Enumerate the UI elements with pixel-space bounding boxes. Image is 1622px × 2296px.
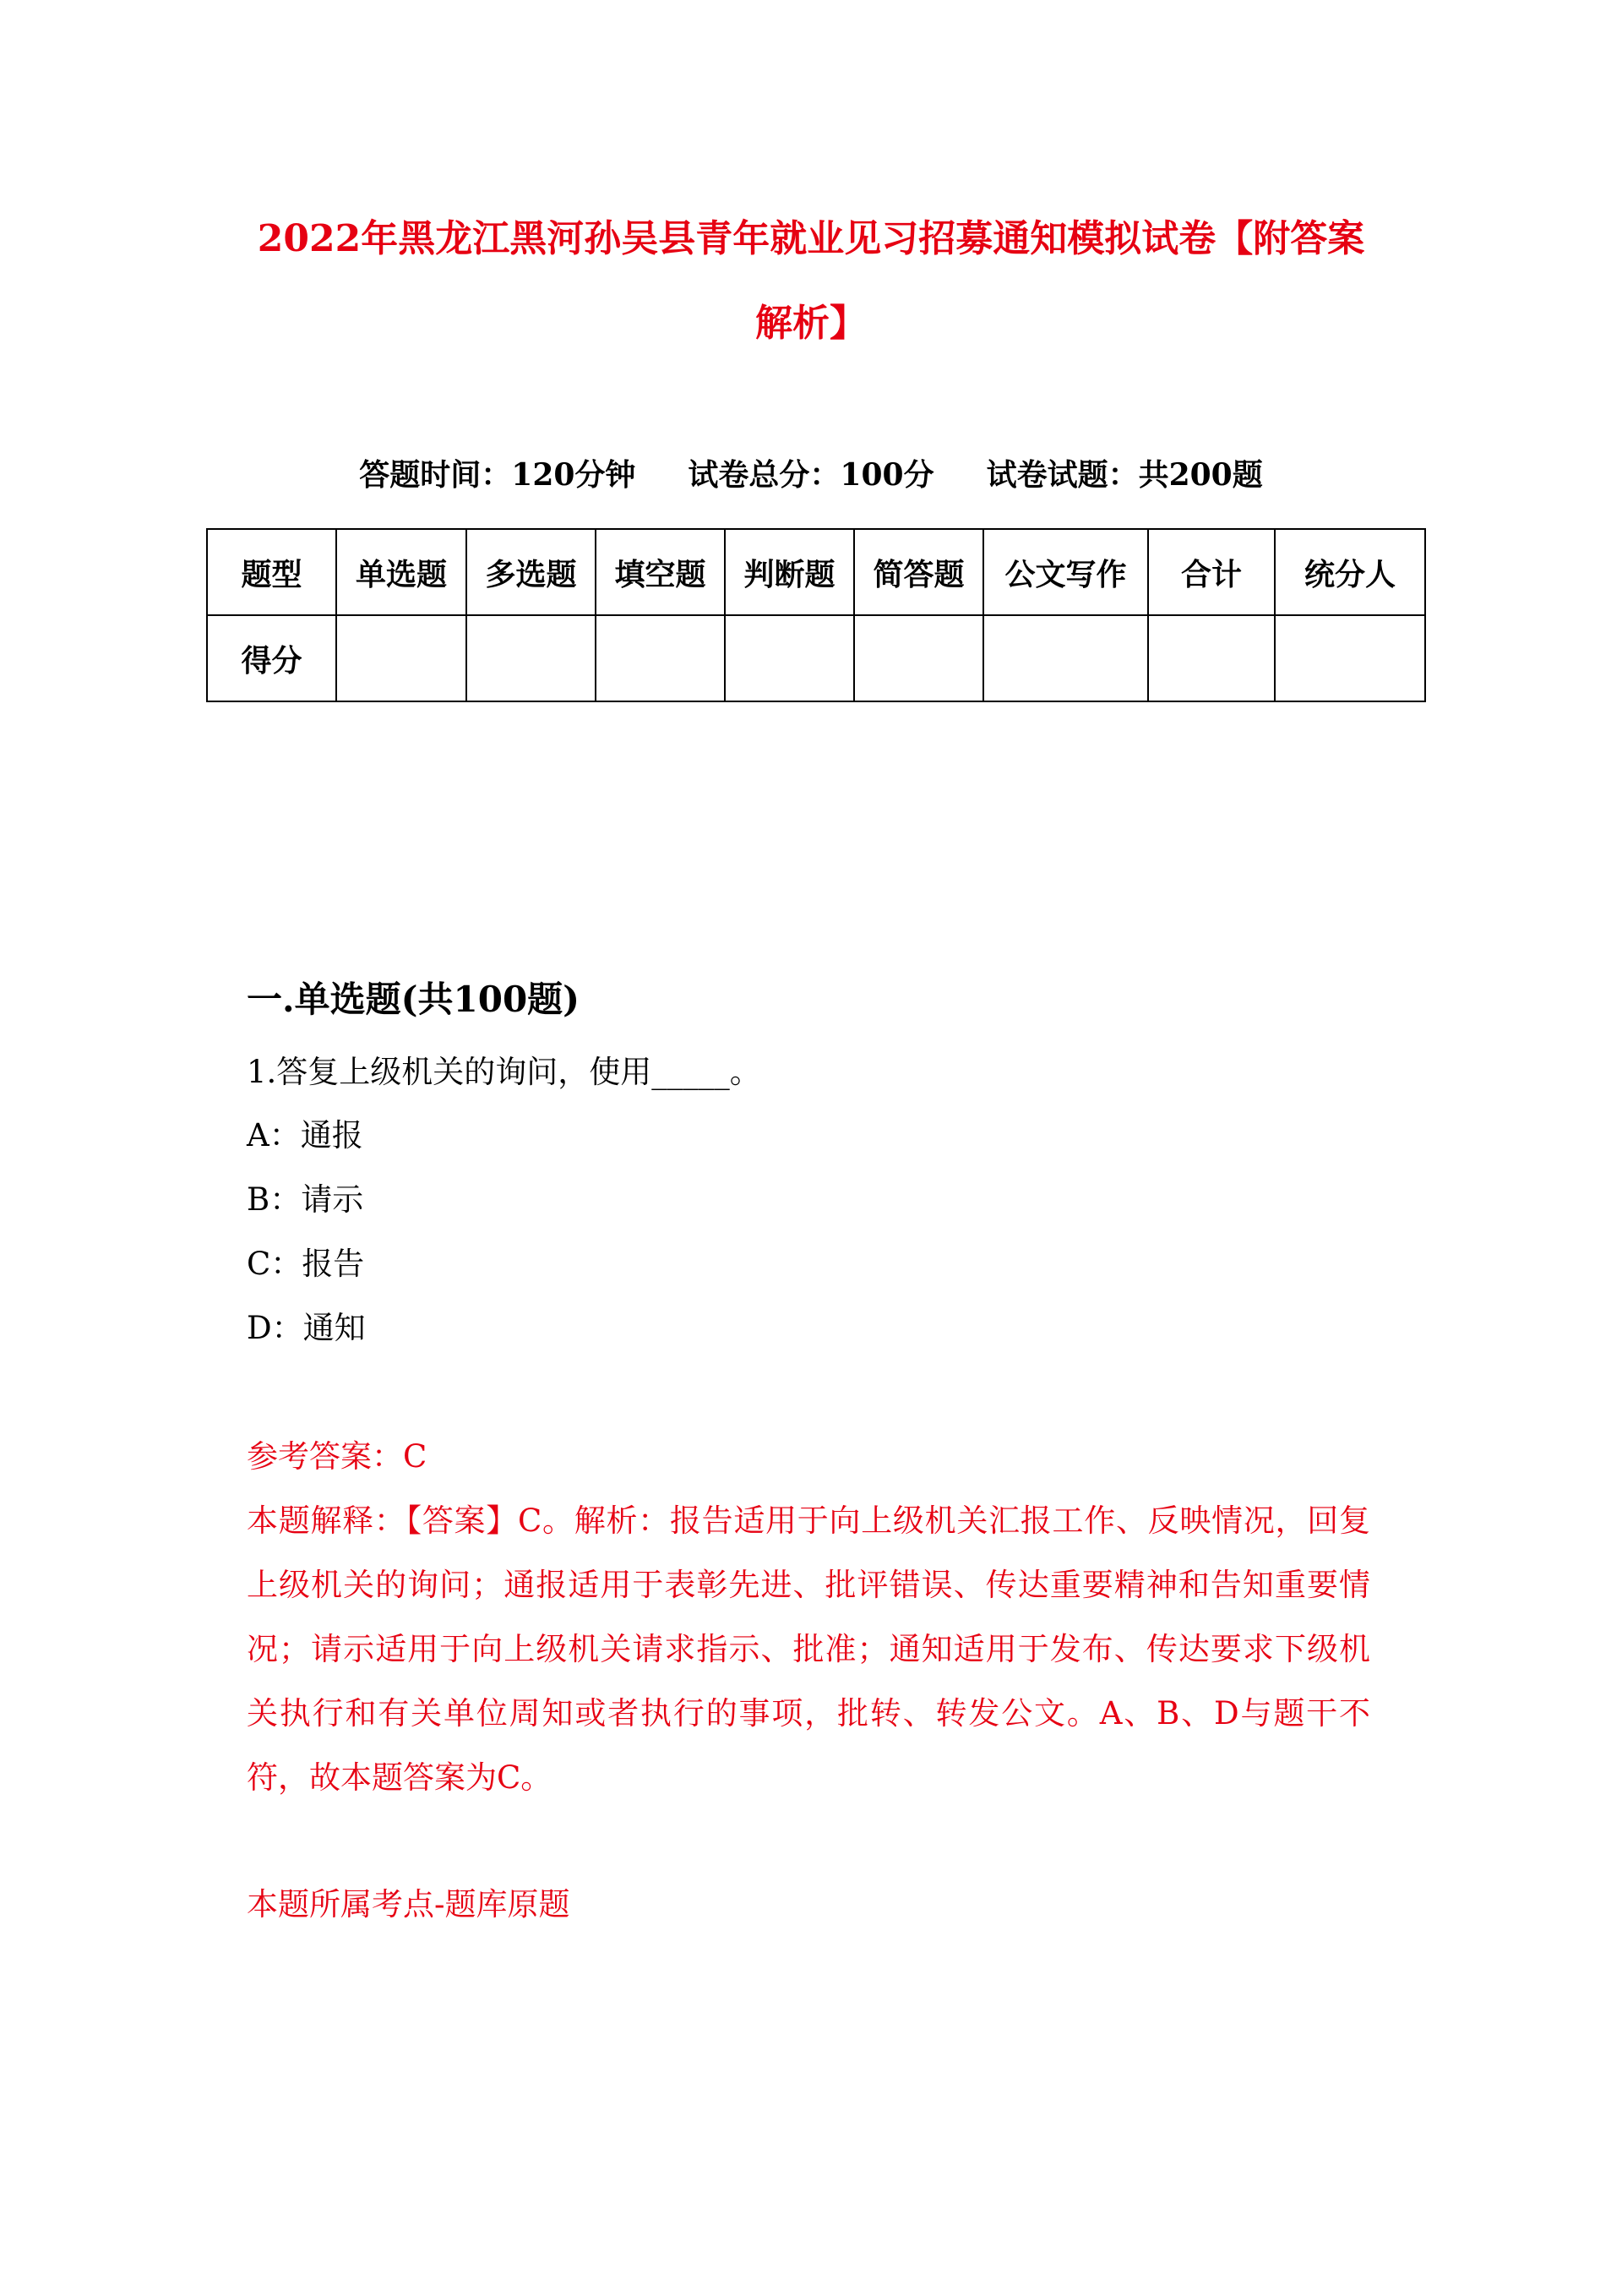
score-table-row-label: 得分 [207,615,336,701]
score-table-header-cell: 公文写作 [983,529,1148,615]
score-table-header-cell: 单选题 [336,529,466,615]
score-table-header-row [207,529,1425,615]
score-table [206,528,1426,702]
score-cell [983,615,1148,701]
question-option: A：通报 [247,1117,363,1153]
score-cell [1275,615,1425,701]
score-cell [466,615,596,701]
section-title: 一.单选题(共100题) [247,979,580,1020]
score-cell [725,615,854,701]
exam-time: 答题时间：120分钟 [359,457,636,493]
question-option: C：报告 [247,1246,365,1282]
question-option: D：通知 [247,1310,366,1346]
question-stem: 1.答复上级机关的询问，使用_____。 [247,1054,761,1090]
answer-explanation: 本题解释：【答案】C。解析：报告适用于向上级机关汇报工作、反映情况，回复上级机关的询问；通报适用于表彰先进、批评错误、传达重要精神和告知重要情况；请示适用于向上级机关请求指示、批准；通知适用于发布、传达要求下级机关执行和有关单位周知或者执行的事项，批转、转发公文。A、B、D与题干不符，故本题答案为C。 [247,1502,1370,1796]
score-table-header-cell: 判断题 [725,529,854,615]
score-cell [596,615,725,701]
question-option: B：请示 [247,1181,364,1218]
score-table-header-cell: 多选题 [466,529,596,615]
score-table-header-cell: 简答题 [854,529,983,615]
reference-answer: 参考答案：C [247,1438,427,1475]
score-table-header-cell: 填空题 [596,529,725,615]
score-cell [854,615,983,701]
score-table-header-cell: 统分人 [1275,529,1425,615]
score-table-header-cell: 题型 [207,529,336,615]
score-cell [1148,615,1275,701]
exam-question-count: 试卷试题：共200题 [986,457,1263,493]
score-table-score-row [207,615,1425,701]
document-title-line-1: 2022年黑龙江黑河孙吴县青年就业见习招募通知模拟试卷【附答案 [257,217,1365,260]
score-cell [336,615,466,701]
question-source: 本题所属考点-题库原题 [247,1886,570,1922]
exam-total-score: 试卷总分：100分 [688,457,934,493]
document-title-line-2: 解析】 [755,302,867,345]
score-table-header-cell: 合计 [1148,529,1275,615]
exam-meta [169,455,1453,495]
